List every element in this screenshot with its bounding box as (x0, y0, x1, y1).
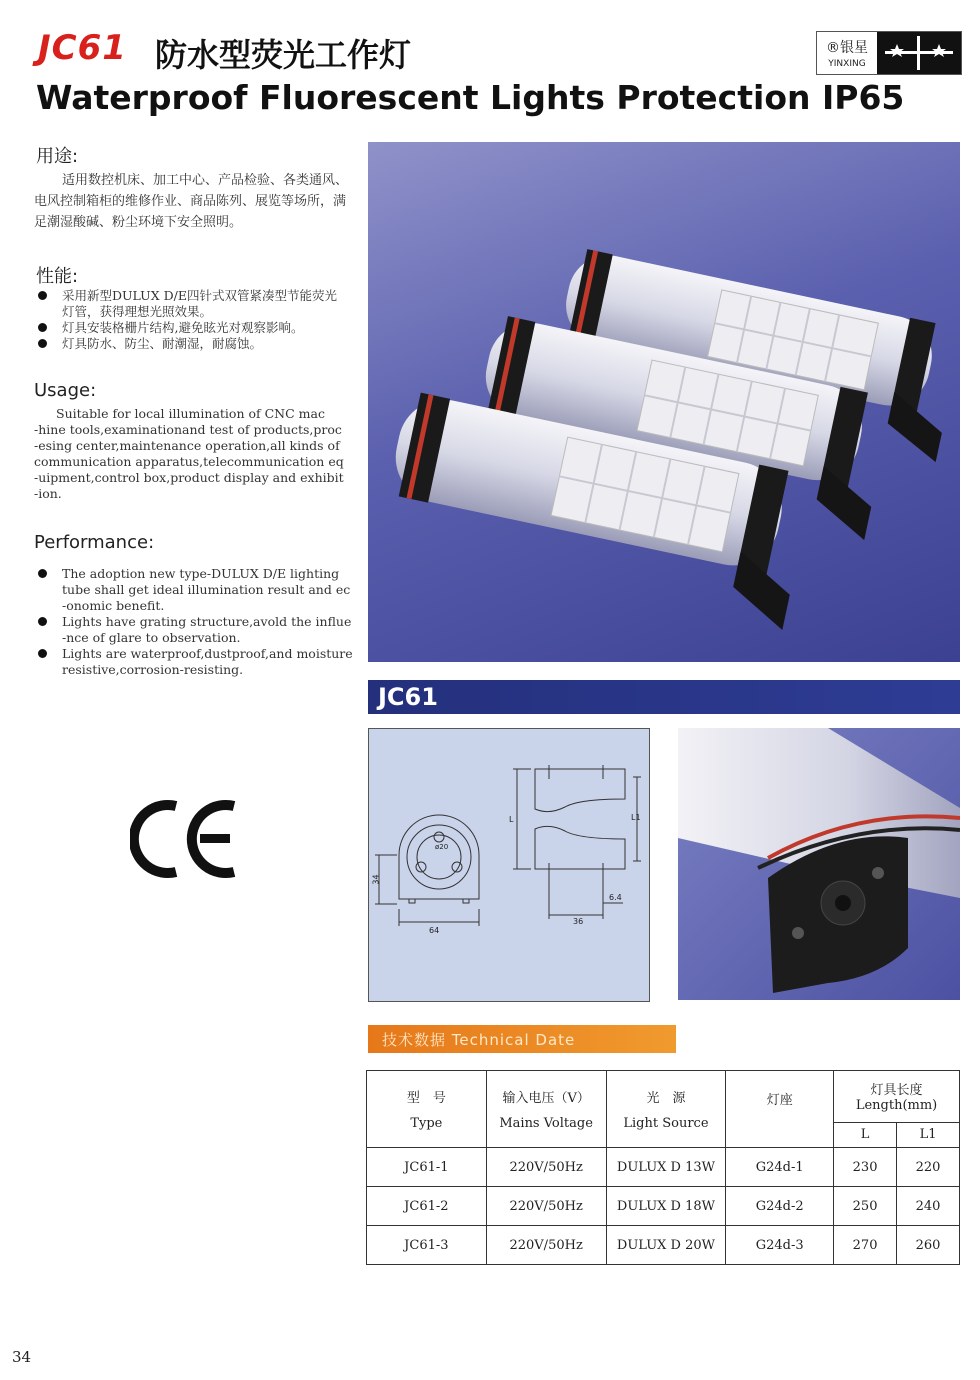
cell-socket: G24d-2 (726, 1187, 834, 1226)
table-row (367, 1148, 960, 1187)
cell-voltage: 220V/50Hz (486, 1148, 606, 1187)
text-line: Suitable for local illumination of CNC mac (56, 406, 325, 421)
performance-en-heading: Performance: (34, 532, 155, 553)
cell-type: JC61-2 (367, 1187, 487, 1226)
header-type (367, 1071, 487, 1148)
brand-mark-icon (877, 32, 961, 74)
usage-cn-heading: 用途: (36, 146, 79, 167)
cell-L: 230 (834, 1148, 897, 1187)
cell-L1: 240 (897, 1187, 960, 1226)
header-text: 输入电压（V） (502, 1091, 590, 1106)
cell-socket: G24d-1 (726, 1148, 834, 1187)
header-L: L (834, 1122, 897, 1147)
performance-cn-list (34, 288, 346, 352)
cell-L1: 220 (897, 1148, 960, 1187)
list-item: 采用新型DULUX D/E四针式双管紧凑型节能荧光灯管，获得理想光照效果。 (34, 288, 346, 320)
cell-socket: G24d-3 (726, 1226, 834, 1265)
brand-name-cn: ®银星 (826, 40, 868, 56)
dim-label: L1 (631, 813, 641, 822)
cell-voltage: 220V/50Hz (486, 1187, 606, 1226)
header-text: Mains Voltage (499, 1116, 593, 1131)
usage-en-heading: Usage: (34, 380, 97, 401)
header-voltage (486, 1071, 606, 1148)
page-number: 34 (12, 1348, 32, 1366)
header-text: 型 号 (406, 1091, 446, 1106)
product-detail-photo (678, 728, 960, 1000)
cell-source: DULUX D 18W (606, 1187, 726, 1226)
header-length (834, 1071, 960, 1123)
text-line: -hine tools,examinationand test of products,proc (34, 422, 342, 437)
header-text: 灯具长度 (870, 1083, 923, 1099)
cell-source: DULUX D 20W (606, 1226, 726, 1265)
model-band (368, 680, 960, 714)
header-source (606, 1071, 726, 1148)
list-item: 灯具安装格栅片结构,避免眩光对观察影响。 (34, 320, 346, 336)
text-line: Lights have grating structure,avold the influe (62, 614, 352, 629)
product-photo (368, 142, 960, 662)
performance-cn-heading: 性能: (36, 266, 79, 287)
dim-label: 34 (371, 874, 381, 885)
list-item (34, 566, 354, 614)
cell-source: DULUX D 13W (606, 1148, 726, 1187)
brand-name-en: YINXING (828, 59, 866, 69)
title-english: Waterproof Fluorescent Lights Protection IP65 (36, 78, 905, 117)
model-band-label: JC61 (378, 683, 438, 711)
cell-type: JC61-1 (367, 1148, 487, 1187)
cell-L1: 260 (897, 1226, 960, 1265)
table-row (367, 1187, 960, 1226)
spec-table (366, 1070, 960, 1265)
cell-L: 270 (834, 1226, 897, 1265)
cell-type: JC61-3 (367, 1226, 487, 1265)
table-row (367, 1226, 960, 1265)
text-line: -nce of glare to observation. (62, 630, 241, 645)
header-text: Length(mm) (855, 1098, 938, 1114)
brand-logo (816, 31, 962, 75)
table-header-row (367, 1071, 960, 1123)
dim-label: ø20 (435, 843, 449, 851)
text-line: -ion. (34, 486, 62, 501)
text-line: tube shall get ideal illumination result and ec (62, 582, 351, 597)
usage-en-text (34, 406, 354, 502)
dim-label: L (509, 815, 514, 824)
cell-voltage: 220V/50Hz (486, 1226, 606, 1265)
header-text: 光 源 (646, 1091, 686, 1106)
usage-cn-text: 适用数控机床、加工中心、产品检验、各类通风、电风控制箱柜的维修作业、商品陈列、展览等场所，满足潮湿酸碱、粉尘环境下安全照明。 (34, 173, 349, 230)
header-text: Light Source (623, 1116, 709, 1131)
text-line: resistive,corrosion-resisting. (62, 662, 244, 677)
performance-en-list (34, 566, 354, 678)
text-line: communication apparatus,telecommunication eq (34, 454, 344, 469)
header-text: Type (410, 1116, 443, 1131)
header-L1: L1 (897, 1122, 960, 1147)
dimension-diagram (368, 728, 650, 1002)
text-line: The adoption new type-DULUX D/E lighting (62, 566, 340, 581)
list-item (34, 614, 354, 646)
list-item: 灯具防水、防尘、耐潮湿，耐腐蚀。 (34, 336, 346, 352)
ce-mark-icon (130, 794, 240, 888)
text-line: Lights are waterproof,dustproof,and moisture (62, 646, 353, 661)
cell-L: 250 (834, 1187, 897, 1226)
technical-data-label: 技术数据 Technical Date (382, 1031, 576, 1049)
header-socket: 灯座 (726, 1071, 834, 1148)
text-line: -esing center,maintenance operation,all kinds of (34, 438, 340, 453)
dim-label: 6.4 (609, 893, 622, 902)
title-chinese: 防水型荧光工作灯 (155, 36, 412, 74)
text-line: -onomic benefit. (62, 598, 165, 613)
dim-label: 64 (429, 926, 440, 935)
dim-label: 36 (573, 917, 584, 926)
text-line: -uipment,control box,product display and exhibit (34, 470, 344, 485)
model-code-title: JC61 (38, 28, 127, 68)
technical-data-band (368, 1025, 676, 1053)
list-item (34, 646, 354, 678)
